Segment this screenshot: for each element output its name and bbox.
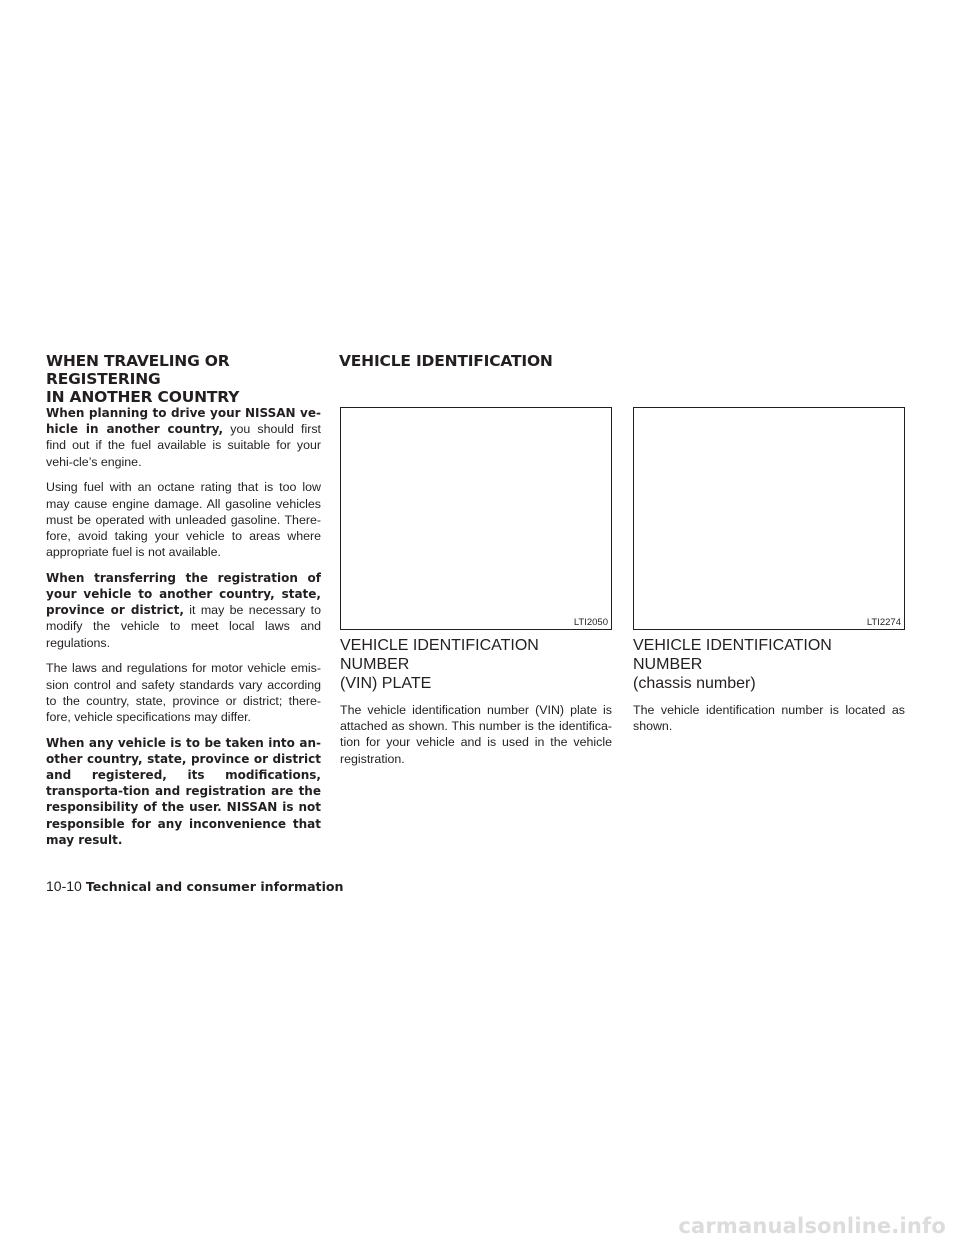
vin-plate-text: The vehicle identification number (VIN) plate is attached as shown. This number is the identifica-tion for your vehicle and is used in the vehicle registration. [340, 703, 612, 766]
chapter-title: Technical and consumer information [85, 879, 344, 894]
vin-plate-heading-line1: VEHICLE IDENTIFICATION NUMBER [340, 637, 539, 673]
paragraph-responsibility-bold: When any vehicle is to be taken into an-other country, state, province or district and registered, its modifications, transporta-tion and registration are the responsibility of the user. NISSAN is not responsible for any inconvenience that may result. [46, 735, 321, 847]
watermark-logo: carmanualsonline.info [678, 1214, 946, 1238]
left-heading-line2: IN ANOTHER COUNTRY [46, 388, 240, 406]
figure-vin-plate [340, 407, 612, 630]
vin-plate-heading [340, 636, 612, 693]
chassis-heading-line2: (chassis number) [633, 675, 756, 692]
right-section-heading [339, 352, 639, 370]
vin-plate-section [340, 636, 612, 776]
left-heading-line1: WHEN TRAVELING OR REGISTERING [46, 352, 230, 388]
page-number: 10-10 [46, 878, 82, 894]
paragraph-registration-bold: When transferring the registration of your vehicle to another country, state, province or district, [46, 570, 321, 618]
paragraph-registration [46, 570, 321, 651]
paragraph-octane: Using fuel with an octane rating that is too low may cause engine damage. All gasoline vehicles must be operated with unleaded gasoline. There-fore, avoid taking your vehicle to areas where appropriate fuel is not available. [46, 480, 321, 560]
figure-chassis-number [633, 407, 905, 630]
left-column [46, 405, 321, 858]
paragraph-fuel-bold: When planning to drive your NISSAN ve-hicle in another country, [46, 406, 321, 437]
figure-vin-plate-code: LTI2050 [573, 617, 608, 628]
chassis-number-heading [633, 636, 905, 693]
paragraph-responsibility [46, 735, 321, 848]
left-section-heading [46, 352, 346, 406]
chassis-number-text: The vehicle identification number is located as shown. [633, 703, 905, 734]
chassis-number-section [633, 636, 905, 744]
paragraph-fuel-text: you should first find out if the fuel available is suitable for your vehi-cle’s engine. [46, 422, 322, 469]
chassis-heading-line1: VEHICLE IDENTIFICATION NUMBER [633, 637, 832, 673]
page-footer [46, 878, 344, 895]
figure-chassis-number-code: LTI2274 [866, 617, 901, 628]
vehicle-identification-heading: VEHICLE IDENTIFICATION [339, 352, 553, 370]
paragraph-fuel [46, 405, 321, 470]
paragraph-registration-text: it may be necessary to modify the vehicle to meet local laws and regulations. [46, 603, 321, 650]
paragraph-laws: The laws and regulations for motor vehicle emis-sion control and safety standards vary according to the country, state, province or district; there-fore, vehicle specifications may differ. [46, 661, 321, 724]
vin-plate-heading-line2: (VIN) PLATE [340, 675, 432, 692]
